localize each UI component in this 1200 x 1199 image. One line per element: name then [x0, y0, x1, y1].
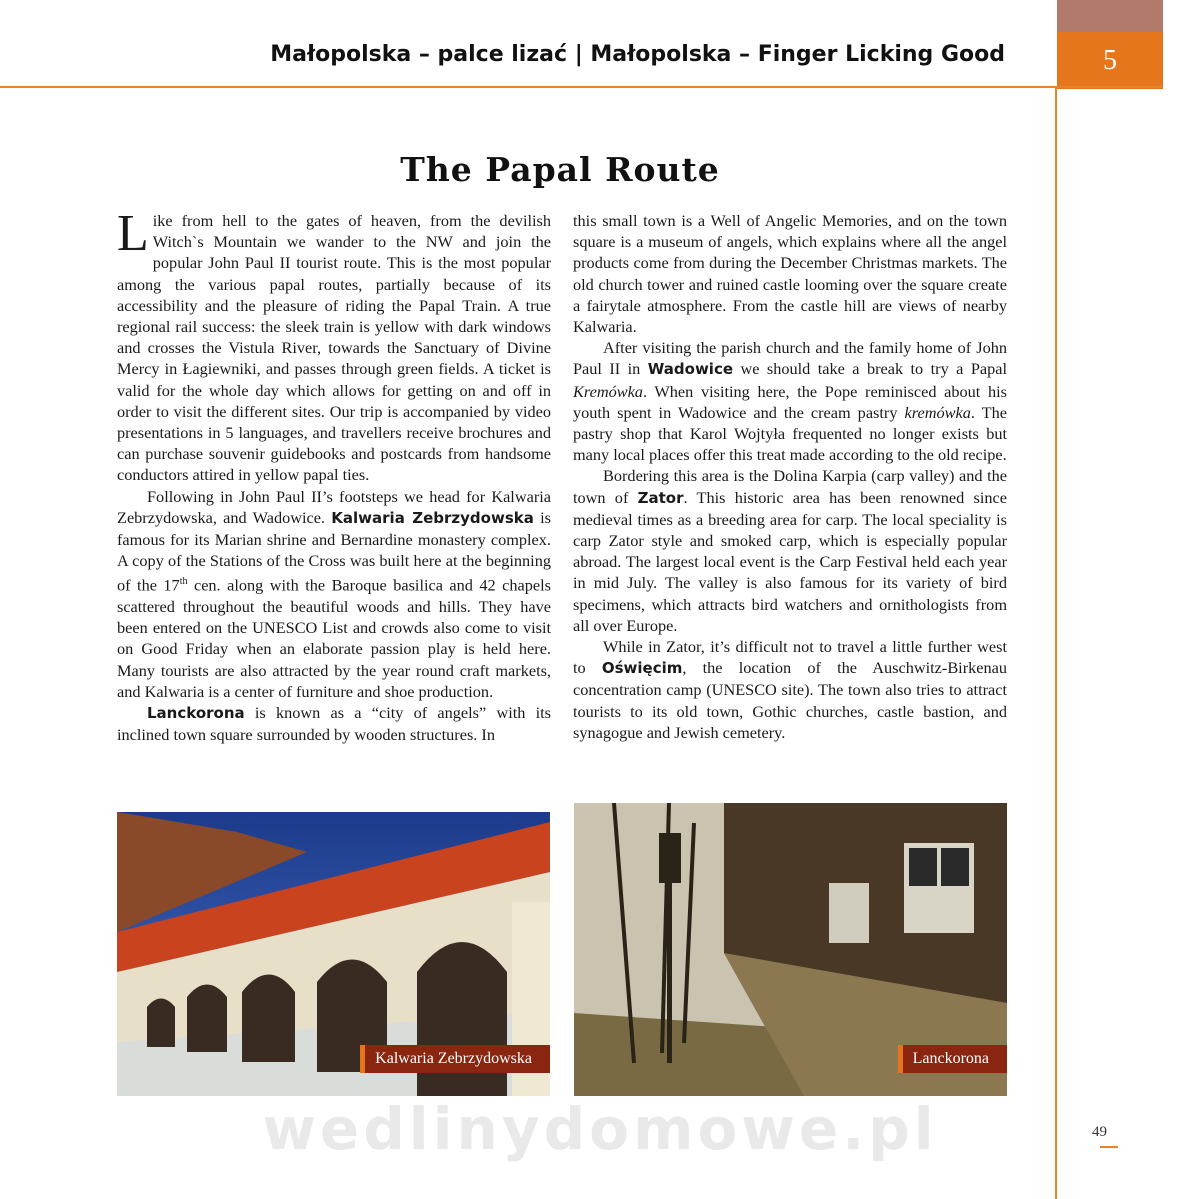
paragraph: Bordering this area is the Dolina Karpia (carp valley) and the town of Zator. This historic area has been renowned since medieval times as a breeding area for carp. The local speciality is carp Zator style and smoked carp, which is especially popular abroad. The largest local event is the Carp Festival held each year in mid July. The valley is also famous for its variety of bird specimens, which attracts bird watchers and ornithologists from all over Europe. [573, 466, 1007, 635]
photo-caption: Lanckorona [898, 1045, 1007, 1073]
page-number-rule [1100, 1146, 1118, 1148]
paragraph: this small town is a Well of Angelic Memories, and on the town square is a museum of angels, which explains where all the angel products come from during the December Christmas markets. The old church tower and ruined castle looming over the square create a fairytale atmosphere. From the castle hill are views of nearby Kalwaria. [573, 211, 1007, 337]
side-rule [1055, 86, 1057, 1199]
paragraph: After visiting the parish church and the family home of John Paul II in Wadowice we should take a break to try a Papal Kremówka. When visiting here, the Pope reminisced about his youth spent in Wadowice and the cream pastry kremówka. The pastry shop that Karol Wojtyła frequented no longer exists but many local places offer this treat made according to the old recipe. [573, 338, 1007, 465]
watermark: wedlinydomowe.pl [262, 1095, 938, 1163]
page-number: 49 [1092, 1124, 1107, 1140]
text-column-right [573, 210, 1007, 743]
photo-lanckorona [574, 803, 1007, 1096]
header-rule [0, 86, 1163, 88]
chapter-tab-top [1057, 0, 1163, 32]
paragraph: While in Zator, it’s difficult not to travel a little further west to Oświęcim, the location of the Auschwitz-Birkenau concentration camp (UNESCO site). The town also tries to attract tourists to its old town, Gothic churches, castle bastion, and synagogue and Jewish cemetery. [573, 637, 1007, 742]
photo-caption: Kalwaria Zebrzydowska [360, 1045, 550, 1073]
page-title: The Papal Route [400, 150, 720, 190]
paragraph: Lanckorona is known as a “city of angels” with its inclined town square surrounded by wooden structures. In [117, 703, 551, 745]
paragraph: Following in John Paul II’s footsteps we head for Kalwaria Zebrzydowska, and Wadowice. Kalwaria Zebrzydowska is famous for its Marian shrine and Bernardine monastery complex. A copy of the Stations of the Cross was built here at the beginning of the 17th cen. along with the Baroque basilica and 42 chapels scattered throughout the beautiful woods and hills. They have been entered on the UNESCO List and crowds also come to visit on Good Friday when an elaborate passion play is held here. Many tourists are also attracted by the year round craft markets, and Kalwaria is a center of furniture and shoe production. [117, 486, 551, 701]
photo-kalwaria [117, 812, 550, 1096]
chapter-number-tab: 5 [1057, 32, 1163, 89]
drop-cap: L [117, 205, 149, 262]
text-column-left [117, 205, 551, 746]
paragraph: Like from hell to the gates of heaven, from the devilish Witch`s Mountain we wander to the NW and join the popular John Paul II tourist route. This is the most popular among the various papal routes, partially because of its accessibility and the pleasure of riding the Papal Train. A true regional rail success: the sleek train is yellow with dark windows and crosses the Vistula River, towards the Sanctuary of Divine Mercy in Łagiewniki, and passes through green fields. A ticket is valid for the whole day which allows for getting on and off in order to visit the different sites. Our trip is accompanied by video presentations in 5 languages, and travellers receive brochures and can purchase souvenir guidebooks and postcards from handsome conductors attired in yellow papal ties. [117, 205, 551, 485]
running-header: Małopolska – palce lizać | Małopolska – Finger Licking Good [270, 42, 1005, 67]
